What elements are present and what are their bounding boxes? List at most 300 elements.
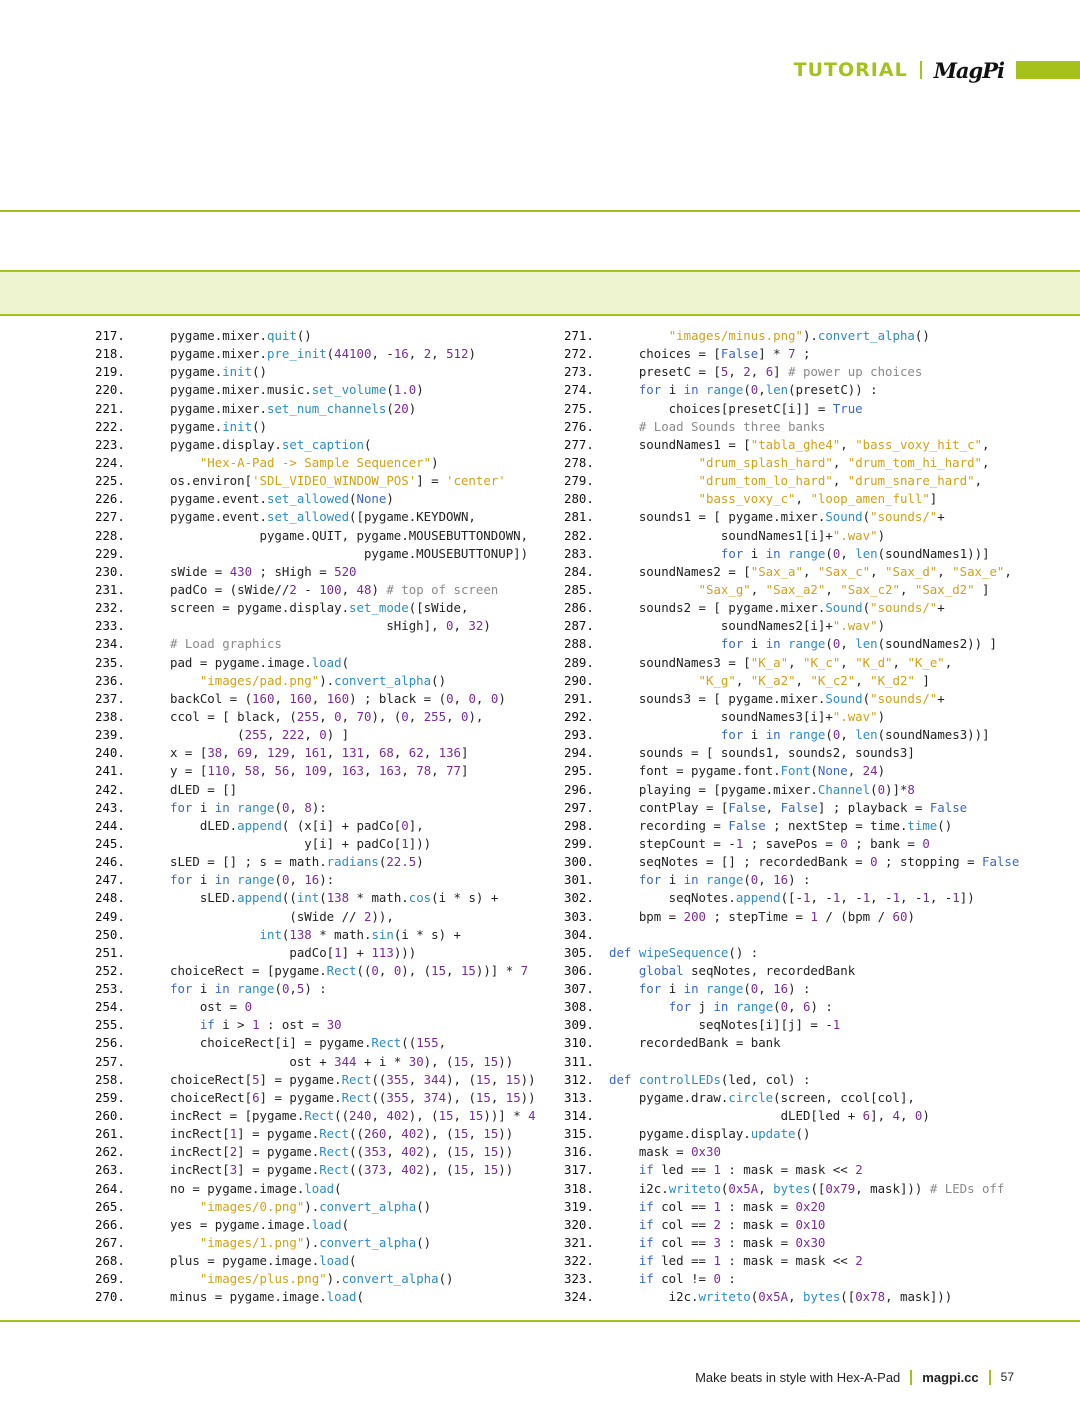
code-line xyxy=(95,817,535,835)
code-line xyxy=(95,998,535,1016)
code-text: pad = pygame.image.load( xyxy=(170,654,350,670)
code-line xyxy=(564,381,1064,399)
code-line xyxy=(564,527,1064,545)
code-text: # Load Sounds three banks xyxy=(638,418,826,434)
line-number: 227. xyxy=(95,509,125,525)
line-number: 270. xyxy=(95,1289,125,1305)
code-line xyxy=(564,1270,1064,1288)
code-line xyxy=(564,454,1064,472)
code-line xyxy=(95,835,535,853)
line-number: 251. xyxy=(95,944,125,960)
code-text: soundNames1[i]+".wav") xyxy=(609,527,886,543)
code-line xyxy=(564,1034,1064,1052)
code-line xyxy=(564,1053,1064,1071)
line-number: 292. xyxy=(564,708,594,724)
line-number: 298. xyxy=(564,817,594,833)
code-line xyxy=(95,1125,535,1143)
code-line xyxy=(95,1161,535,1179)
code-line xyxy=(564,1288,1064,1306)
code-line xyxy=(95,726,535,744)
line-number: 280. xyxy=(564,491,594,507)
line-number: 278. xyxy=(564,454,594,470)
line-number: 313. xyxy=(564,1089,594,1105)
line-number: 319. xyxy=(564,1198,594,1214)
code-text: soundNames3 = ["K_a", "K_c", "K_d", "K_e", xyxy=(609,654,953,670)
code-text: sLED = [] ; s = math.radians(22.5) xyxy=(170,854,424,870)
code-text: choiceRect = [pygame.Rect((0, 0), (15, 15))] * 7 xyxy=(170,962,529,978)
code-line xyxy=(95,1089,535,1107)
line-number: 318. xyxy=(564,1180,594,1196)
code-line xyxy=(564,490,1064,508)
code-text: if i > 1 : ost = 30 xyxy=(199,1017,342,1033)
code-text: pygame.mixer.pre_init(44100, -16, 2, 512) xyxy=(170,346,476,362)
code-text: def wipeSequence() : xyxy=(609,944,759,960)
code-text: mask = 0x30 xyxy=(609,1144,721,1160)
line-number: 221. xyxy=(95,400,125,416)
code-line xyxy=(95,327,535,345)
code-text: pygame.event.set_allowed(None) xyxy=(170,491,394,507)
line-number: 294. xyxy=(564,745,594,761)
line-number: 265. xyxy=(95,1198,125,1214)
code-text: for i in range(0,len(presetC)) : xyxy=(638,382,878,398)
code-text: soundNames2 = ["Sax_a", "Sax_c", "Sax_d", "Sax_e", xyxy=(609,563,1012,579)
line-number: 233. xyxy=(95,618,125,634)
code-line xyxy=(564,1216,1064,1234)
code-line xyxy=(564,672,1064,690)
code-line xyxy=(95,926,535,944)
code-listing-right xyxy=(564,327,1064,1307)
line-number: 285. xyxy=(564,581,594,597)
code-text: os.environ['SDL_VIDEO_WINDOW_POS'] = 'center' xyxy=(170,473,506,489)
line-number: 231. xyxy=(95,581,125,597)
code-text: x = [38, 69, 129, 161, 131, 68, 62, 136] xyxy=(170,745,469,761)
code-text: incRect[1] = pygame.Rect((260, 402), (15, 15)) xyxy=(170,1126,514,1142)
line-number: 321. xyxy=(564,1235,594,1251)
line-number: 312. xyxy=(564,1071,594,1087)
code-text: padCo = (sWide//2 - 100, 48) # top of screen xyxy=(170,581,499,597)
line-number: 302. xyxy=(564,890,594,906)
code-line xyxy=(95,962,535,980)
line-number: 235. xyxy=(95,654,125,670)
code-text: for i in range(0, len(soundNames3))] xyxy=(720,727,990,743)
code-line xyxy=(564,508,1064,526)
line-number: 284. xyxy=(564,563,594,579)
code-text: seqNotes[i][j] = -1 xyxy=(609,1017,841,1033)
line-number: 306. xyxy=(564,962,594,978)
code-text: pygame.display.set_caption( xyxy=(170,436,372,452)
line-number: 297. xyxy=(564,799,594,815)
line-number: 305. xyxy=(564,944,594,960)
code-text: # Load graphics xyxy=(170,636,282,652)
code-line xyxy=(95,1180,535,1198)
code-line xyxy=(564,1143,1064,1161)
code-text: pygame.init() xyxy=(170,364,267,380)
footer-divider xyxy=(989,1370,991,1385)
code-line xyxy=(564,781,1064,799)
line-number: 289. xyxy=(564,654,594,670)
code-line xyxy=(564,944,1064,962)
line-number: 310. xyxy=(564,1035,594,1051)
code-line xyxy=(564,998,1064,1016)
code-text: sounds = [ sounds1, sounds2, sounds3] xyxy=(609,745,915,761)
code-line xyxy=(564,1161,1064,1179)
code-text: for i in range(0,5) : xyxy=(170,981,327,997)
code-text: incRect[2] = pygame.Rect((353, 402), (15, 15)) xyxy=(170,1144,514,1160)
code-line xyxy=(95,1270,535,1288)
code-text: if col == 1 : mask = 0x20 xyxy=(638,1198,826,1214)
code-text: if col == 2 : mask = 0x10 xyxy=(638,1216,826,1232)
line-number: 267. xyxy=(95,1235,125,1251)
line-number: 255. xyxy=(95,1017,125,1033)
code-text: sWide = 430 ; sHigh = 520 xyxy=(170,563,357,579)
code-text: "drum_tom_lo_hard", "drum_snare_hard", xyxy=(698,473,983,489)
line-number: 304. xyxy=(564,926,594,942)
code-text: "drum_splash_hard", "drum_tom_hi_hard", xyxy=(698,454,990,470)
code-listing-left xyxy=(95,327,535,1307)
code-text: dLED = [] xyxy=(170,781,238,797)
line-number: 271. xyxy=(564,328,594,343)
line-number: 323. xyxy=(564,1271,594,1287)
code-line xyxy=(95,744,535,762)
code-line xyxy=(95,871,535,889)
line-number: 303. xyxy=(564,908,594,924)
line-number: 234. xyxy=(95,636,125,652)
line-number: 262. xyxy=(95,1144,125,1160)
line-number: 290. xyxy=(564,672,594,688)
line-number: 311. xyxy=(564,1053,594,1069)
code-text: sounds2 = [ pygame.mixer.Sound("sounds/"+ xyxy=(609,600,945,616)
code-line xyxy=(95,400,535,418)
code-line xyxy=(564,400,1064,418)
line-number: 324. xyxy=(564,1289,594,1305)
code-line xyxy=(95,762,535,780)
code-text: choices[presetC[i]] = True xyxy=(609,400,863,416)
code-line xyxy=(564,472,1064,490)
line-number: 224. xyxy=(95,454,125,470)
line-number: 282. xyxy=(564,527,594,543)
line-number: 217. xyxy=(95,328,125,343)
code-line xyxy=(95,472,535,490)
line-number: 283. xyxy=(564,545,594,561)
code-line xyxy=(564,654,1064,672)
code-text: choiceRect[i] = pygame.Rect((155, xyxy=(170,1035,447,1051)
code-text: "images/minus.png").convert_alpha() xyxy=(668,328,930,343)
code-line xyxy=(564,835,1064,853)
header-divider xyxy=(920,61,922,79)
line-number: 277. xyxy=(564,436,594,452)
code-line xyxy=(95,545,535,563)
line-number: 222. xyxy=(95,418,125,434)
code-text: sHigh], 0, 32) xyxy=(170,618,491,634)
code-line xyxy=(564,436,1064,454)
code-text: ccol = [ black, (255, 0, 70), (0, 255, 0), xyxy=(170,708,484,724)
code-text: incRect[3] = pygame.Rect((373, 402), (15, 15)) xyxy=(170,1162,514,1178)
line-number: 296. xyxy=(564,781,594,797)
code-line xyxy=(564,1198,1064,1216)
code-text: pygame.mixer.music.set_volume(1.0) xyxy=(170,382,424,398)
line-number: 244. xyxy=(95,817,125,833)
header-accent-bar xyxy=(1016,61,1080,79)
code-text: choiceRect[5] = pygame.Rect((355, 344), (15, 15)) xyxy=(170,1071,536,1087)
code-line xyxy=(95,1288,535,1306)
line-number: 236. xyxy=(95,672,125,688)
line-number: 219. xyxy=(95,364,125,380)
code-line xyxy=(564,853,1064,871)
code-text: no = pygame.image.load( xyxy=(170,1180,342,1196)
code-text: global seqNotes, recordedBank xyxy=(638,962,856,978)
code-text: if col == 3 : mask = 0x30 xyxy=(638,1235,826,1251)
code-text: "images/1.png").convert_alpha() xyxy=(199,1235,432,1251)
code-line xyxy=(95,527,535,545)
code-text: yes = pygame.image.load( xyxy=(170,1216,350,1232)
code-text: soundNames2[i]+".wav") xyxy=(609,618,886,634)
code-line xyxy=(95,1053,535,1071)
code-text: pygame.init() xyxy=(170,418,267,434)
code-line xyxy=(564,1234,1064,1252)
line-number: 246. xyxy=(95,854,125,870)
line-number: 281. xyxy=(564,509,594,525)
line-number: 309. xyxy=(564,1017,594,1033)
code-line xyxy=(564,762,1064,780)
code-line xyxy=(564,545,1064,563)
line-number: 316. xyxy=(564,1144,594,1160)
code-line xyxy=(95,1034,535,1052)
code-line xyxy=(564,327,1064,345)
code-line xyxy=(564,1071,1064,1089)
code-line xyxy=(95,1216,535,1234)
line-number: 279. xyxy=(564,473,594,489)
code-text: if led == 1 : mask = mask << 2 xyxy=(638,1162,863,1178)
code-text: "Hex-A-Pad -> Sample Sequencer") xyxy=(199,454,439,470)
code-text: seqNotes.append([-1, -1, -1, -1, -1, -1]) xyxy=(609,890,975,906)
line-number: 226. xyxy=(95,491,125,507)
code-line xyxy=(95,1252,535,1270)
code-line xyxy=(564,1180,1064,1198)
code-line xyxy=(95,908,535,926)
code-text: for i in range(0, len(soundNames1))] xyxy=(720,545,990,561)
code-text: (255, 222, 0) ] xyxy=(170,727,350,743)
code-line xyxy=(564,599,1064,617)
footer-caption: Make beats in style with Hex-A-Pad xyxy=(695,1369,901,1385)
code-line xyxy=(95,1234,535,1252)
code-text: ost + 344 + i * 30), (15, 15)) xyxy=(170,1053,514,1069)
line-number: 249. xyxy=(95,908,125,924)
code-line xyxy=(564,581,1064,599)
code-line xyxy=(564,799,1064,817)
line-number: 276. xyxy=(564,418,594,434)
line-number: 268. xyxy=(95,1253,125,1269)
line-number: 299. xyxy=(564,835,594,851)
magazine-logo: MagPi xyxy=(933,57,1004,83)
code-text: sounds3 = [ pygame.mixer.Sound("sounds/"+ xyxy=(609,690,945,706)
line-number: 288. xyxy=(564,636,594,652)
line-number: 232. xyxy=(95,600,125,616)
code-line xyxy=(95,454,535,472)
code-text: pygame.event.set_allowed([pygame.KEYDOWN, xyxy=(170,509,476,525)
code-line xyxy=(564,617,1064,635)
code-line xyxy=(95,436,535,454)
bottom-rule xyxy=(0,1320,1080,1322)
code-text: "images/0.png").convert_alpha() xyxy=(199,1198,432,1214)
code-text: plus = pygame.image.load( xyxy=(170,1253,357,1269)
code-line xyxy=(95,635,535,653)
line-number: 247. xyxy=(95,872,125,888)
section-label: TUTORIAL xyxy=(793,59,908,81)
code-text: backCol = (160, 160, 160) ; black = (0, 0, 0) xyxy=(170,690,506,706)
code-line xyxy=(564,744,1064,762)
code-text: for i in range(0, 16) : xyxy=(638,981,811,997)
code-line xyxy=(564,980,1064,998)
code-line xyxy=(564,1089,1064,1107)
code-line xyxy=(95,889,535,907)
code-text: int(138 * math.sin(i * s) + xyxy=(259,926,461,942)
line-number: 237. xyxy=(95,690,125,706)
code-text: sLED.append((int(138 * math.cos(i * s) + xyxy=(170,890,499,906)
code-line xyxy=(564,363,1064,381)
code-line xyxy=(95,799,535,817)
code-text: recordedBank = bank xyxy=(609,1035,781,1051)
code-text: def controlLEDs(led, col) : xyxy=(609,1071,811,1087)
line-number: 263. xyxy=(95,1162,125,1178)
line-number: 315. xyxy=(564,1126,594,1142)
code-text: seqNotes = [] ; recordedBank = 0 ; stopping = False xyxy=(609,854,1020,870)
code-line xyxy=(95,345,535,363)
line-number: 240. xyxy=(95,745,125,761)
line-number: 307. xyxy=(564,981,594,997)
line-number: 241. xyxy=(95,763,125,779)
line-number: 258. xyxy=(95,1071,125,1087)
code-text: bpm = 200 ; stepTime = 1 / (bpm / 60) xyxy=(609,908,915,924)
line-number: 248. xyxy=(95,890,125,906)
line-number: 243. xyxy=(95,799,125,815)
code-line xyxy=(95,690,535,708)
code-line xyxy=(564,889,1064,907)
code-line xyxy=(564,908,1064,926)
code-line xyxy=(95,508,535,526)
code-text: i2c.writeto(0x5A, bytes([0x78, mask])) xyxy=(609,1289,953,1305)
line-number: 275. xyxy=(564,400,594,416)
code-text: "K_g", "K_a2", "K_c2", "K_d2" ] xyxy=(698,672,930,688)
code-text: for i in range(0, 16): xyxy=(170,872,335,888)
line-number: 301. xyxy=(564,872,594,888)
code-text: dLED.append( (x[i] + padCo[0], xyxy=(170,817,424,833)
line-number: 250. xyxy=(95,926,125,942)
code-line xyxy=(95,581,535,599)
code-text: recording = False ; nextStep = time.time() xyxy=(609,817,953,833)
code-line xyxy=(95,418,535,436)
code-text: "images/pad.png").convert_alpha() xyxy=(199,672,447,688)
code-text: soundNames3[i]+".wav") xyxy=(609,708,886,724)
line-number: 308. xyxy=(564,999,594,1015)
code-line xyxy=(564,635,1064,653)
line-number: 229. xyxy=(95,545,125,561)
line-number: 322. xyxy=(564,1253,594,1269)
code-text: pygame.mixer.set_num_channels(20) xyxy=(170,400,417,416)
code-text: for i in range(0, 8): xyxy=(170,799,327,815)
code-line xyxy=(95,617,535,635)
line-number: 260. xyxy=(95,1108,125,1124)
code-line xyxy=(95,980,535,998)
page-number: 57 xyxy=(1000,1370,1014,1384)
code-line xyxy=(564,871,1064,889)
code-line xyxy=(564,1252,1064,1270)
code-line xyxy=(564,726,1064,744)
code-text: soundNames1 = ["tabla_ghe4", "bass_voxy_hit_c", xyxy=(609,436,990,452)
code-text: y = [110, 58, 56, 109, 163, 163, 78, 77] xyxy=(170,763,469,779)
line-number: 230. xyxy=(95,563,125,579)
code-line xyxy=(95,363,535,381)
code-text: pygame.draw.circle(screen, ccol[col], xyxy=(609,1089,915,1105)
line-number: 293. xyxy=(564,727,594,743)
line-number: 238. xyxy=(95,708,125,724)
line-number: 264. xyxy=(95,1180,125,1196)
code-line xyxy=(564,708,1064,726)
code-line xyxy=(564,563,1064,581)
code-text: choices = [False] * 7 ; xyxy=(609,346,811,362)
code-line xyxy=(564,690,1064,708)
code-line xyxy=(95,1071,535,1089)
line-number: 228. xyxy=(95,527,125,543)
code-line xyxy=(564,345,1064,363)
code-line xyxy=(95,490,535,508)
line-number: 257. xyxy=(95,1053,125,1069)
code-line xyxy=(95,563,535,581)
code-line xyxy=(95,944,535,962)
code-line xyxy=(95,599,535,617)
line-number: 317. xyxy=(564,1162,594,1178)
line-number: 272. xyxy=(564,346,594,362)
code-text: if led == 1 : mask = mask << 2 xyxy=(638,1253,863,1269)
footer-divider xyxy=(910,1370,912,1385)
code-text: pygame.mixer.quit() xyxy=(170,328,312,343)
code-line xyxy=(564,1016,1064,1034)
code-line xyxy=(564,962,1064,980)
code-header-band xyxy=(0,270,1080,316)
line-number: 261. xyxy=(95,1126,125,1142)
code-line xyxy=(564,926,1064,944)
code-text: for i in range(0, len(soundNames2)) ] xyxy=(720,636,997,652)
code-text: for j in range(0, 6) : xyxy=(668,999,833,1015)
code-text: if col != 0 : xyxy=(638,1271,736,1287)
code-line xyxy=(95,708,535,726)
code-text: sounds1 = [ pygame.mixer.Sound("sounds/"+ xyxy=(609,509,945,525)
line-number: 286. xyxy=(564,600,594,616)
code-text: choiceRect[6] = pygame.Rect((355, 374), (15, 15)) xyxy=(170,1089,536,1105)
code-line xyxy=(564,1125,1064,1143)
code-text: minus = pygame.image.load( xyxy=(170,1289,364,1305)
code-text: stepCount = -1 ; savePos = 0 ; bank = 0 xyxy=(609,835,930,851)
code-line xyxy=(95,1198,535,1216)
line-number: 252. xyxy=(95,962,125,978)
code-text: presetC = [5, 2, 6] # power up choices xyxy=(609,364,923,380)
code-text: y[i] + padCo[1])) xyxy=(170,835,432,851)
line-number: 295. xyxy=(564,763,594,779)
line-number: 266. xyxy=(95,1216,125,1232)
code-text: "Sax_g", "Sax_a2", "Sax_c2", "Sax_d2" ] xyxy=(698,581,990,597)
line-number: 287. xyxy=(564,618,594,634)
code-text: padCo[1] + 113))) xyxy=(170,944,417,960)
code-text: pygame.display.update() xyxy=(609,1126,811,1142)
line-number: 218. xyxy=(95,346,125,362)
code-text: screen = pygame.display.set_mode([sWide, xyxy=(170,600,469,616)
code-line xyxy=(95,853,535,871)
top-rule xyxy=(0,210,1080,212)
line-number: 300. xyxy=(564,854,594,870)
code-text: (sWide // 2)), xyxy=(170,908,394,924)
line-number: 256. xyxy=(95,1035,125,1051)
code-text: contPlay = [False, False] ; playback = False xyxy=(609,799,968,815)
line-number: 291. xyxy=(564,690,594,706)
